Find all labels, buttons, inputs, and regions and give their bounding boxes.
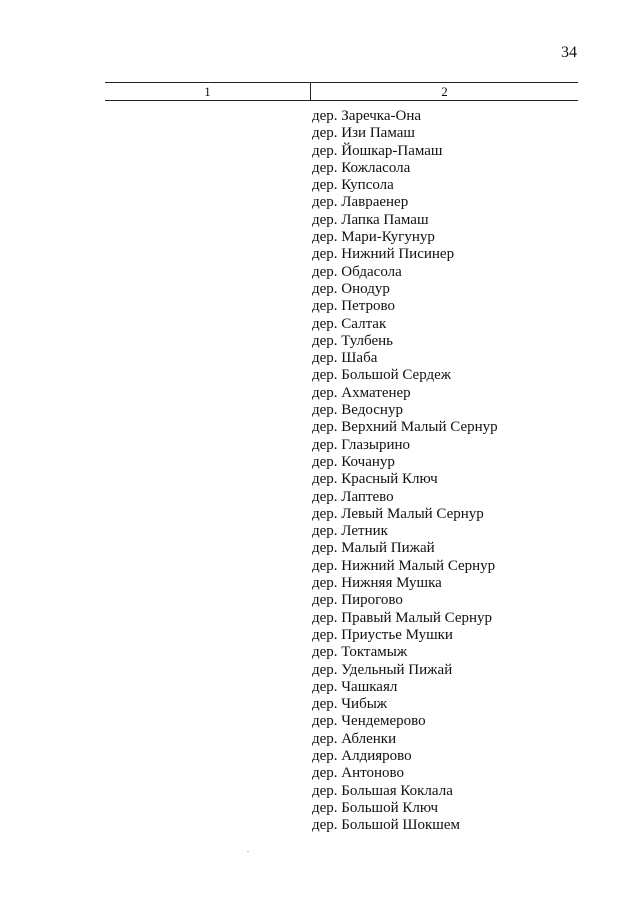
settlement-entry: дер. Ведоснур xyxy=(312,402,403,419)
settlement-entry: дер. Приустье Мушки xyxy=(312,626,453,643)
settlement-entry: дер. Большой Сердеж xyxy=(312,367,452,384)
settlement-entry: дер. Петрово xyxy=(312,298,395,315)
settlement-entry: дер. Чендемерово xyxy=(312,713,426,730)
settlement-entry: дер. Нижний Малый Сернур xyxy=(312,557,496,574)
settlement-entry: дер. Мари-Кугунур xyxy=(312,229,435,246)
settlement-entry: дер. Удельный Пижай xyxy=(312,661,453,678)
settlement-entry: дер. Пирогово xyxy=(312,592,403,609)
settlement-entry: дер. Купсола xyxy=(312,177,394,194)
settlement-entry: дер. Лапка Памаш xyxy=(312,211,429,228)
settlement-entry: дер. Глазырино xyxy=(312,436,411,453)
settlement-entry: дер. Чибыж xyxy=(312,696,388,713)
settlement-entry: дер. Онодур xyxy=(312,280,390,297)
settlement-entry: дер. Летник xyxy=(312,523,388,540)
settlement-entry: дер. Антоново xyxy=(312,765,405,782)
settlement-entry: дер. Нижний Писинер xyxy=(312,246,455,263)
settlement-entry: дер. Нижняя Мушка xyxy=(312,575,442,592)
settlement-entry: дер. Правый Малый Сернур xyxy=(312,609,493,626)
settlement-entry: дер. Левый Малый Сернур xyxy=(312,505,484,522)
settlement-entry: дер. Ахматенер xyxy=(312,384,411,401)
scan-artifact xyxy=(247,851,249,852)
column-number-2: 2 xyxy=(441,84,448,99)
settlement-entry: дер. Салтак xyxy=(312,315,387,332)
settlement-list xyxy=(312,108,498,834)
settlement-entry: дер. Большой Ключ xyxy=(312,799,439,816)
settlement-entry: дер. Чашкаял xyxy=(312,678,398,695)
settlement-entry: дер. Заречка-Она xyxy=(312,108,422,124)
settlement-entry: дер. Малый Пижай xyxy=(312,540,435,557)
settlement-entry: дер. Обдасола xyxy=(312,263,402,280)
settlement-entry: дер. Шаба xyxy=(312,350,378,367)
settlement-entry: дер. Красный Ключ xyxy=(312,471,438,488)
settlement-entry: дер. Тулбень xyxy=(312,332,393,349)
settlement-entry: дер. Большая Коклала xyxy=(312,782,453,799)
settlement-entry: дер. Большой Шокшем xyxy=(312,817,460,834)
settlement-entry: дер. Изи Памаш xyxy=(312,125,415,142)
settlement-entry: дер. Абленки xyxy=(312,730,397,747)
settlement-entry: дер. Алдиярово xyxy=(312,747,412,764)
settlement-entry: дер. Лаптево xyxy=(312,488,394,505)
settlement-entry: дер. Кочанур xyxy=(312,453,395,470)
settlement-entry: дер. Лавраенер xyxy=(312,194,409,211)
settlement-entry: дер. Токтамыж xyxy=(312,644,408,661)
page-number: 34 xyxy=(561,44,577,61)
settlement-entry: дер. Верхний Малый Сернур xyxy=(312,419,498,436)
table-header xyxy=(105,82,578,101)
settlement-entry: дер. Кожласола xyxy=(312,159,411,176)
settlement-entry: дер. Йошкар-Памаш xyxy=(312,142,443,159)
column-number-1: 1 xyxy=(204,84,211,99)
